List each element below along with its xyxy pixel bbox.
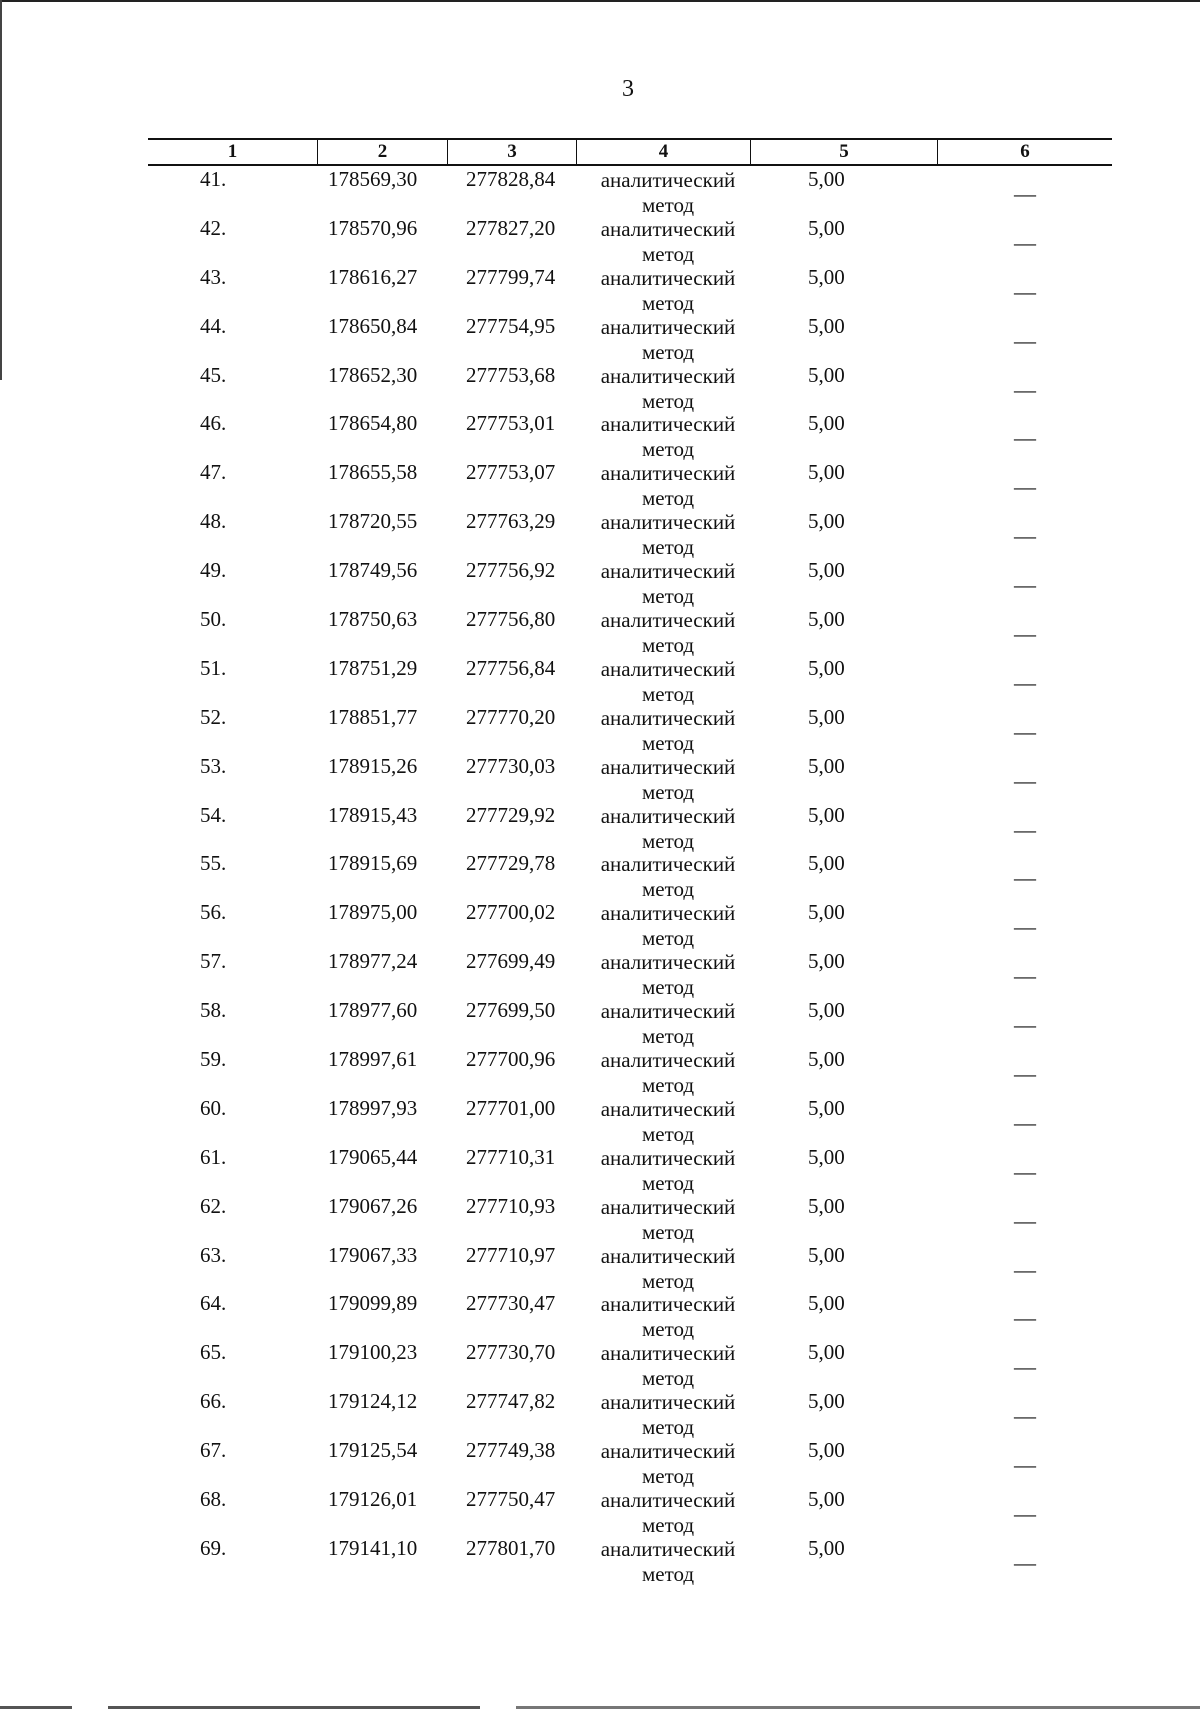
note-cell: — [1014, 865, 1036, 891]
precision-cell: 5,00 [808, 362, 845, 387]
method-line-1: аналитический [600, 363, 736, 388]
precision-cell: 5,00 [808, 607, 845, 632]
method-line-1: аналитический [600, 1439, 736, 1464]
method-line-1: аналитический [600, 1536, 736, 1561]
note-cell: — [1014, 278, 1036, 304]
point-number-cell: 51. [200, 655, 227, 680]
table-row [148, 1388, 1112, 1440]
method-line-1: аналитический [600, 1488, 736, 1513]
table-row [148, 1193, 1112, 1242]
table-row [148, 1437, 1112, 1489]
method-line-1: аналитический [600, 412, 736, 437]
x-coordinate-cell: 179125,54 [328, 1438, 418, 1463]
method-line-1: аналитический [600, 608, 736, 633]
point-number-cell: 59. [200, 1047, 227, 1072]
x-coordinate-cell: 178977,60 [328, 998, 418, 1023]
method-line-1: аналитический [600, 901, 736, 926]
x-coordinate-cell: 178915,26 [328, 753, 418, 778]
method-line-1: аналитический [600, 1341, 736, 1366]
table-row [148, 1486, 1112, 1538]
y-coordinate-cell: 277700,96 [466, 1047, 556, 1072]
point-number-cell: 61. [200, 1144, 227, 1169]
y-coordinate-cell: 277827,20 [466, 215, 556, 240]
table-row [148, 166, 1112, 215]
x-coordinate-cell: 178997,61 [328, 1047, 418, 1072]
method-line-2: метод [641, 828, 695, 853]
point-number-cell: 68. [200, 1487, 227, 1512]
precision-cell: 5,00 [808, 900, 845, 925]
method-cell [588, 1390, 748, 1440]
x-coordinate-cell: 179067,33 [328, 1242, 418, 1267]
point-number-cell: 48. [200, 509, 227, 534]
method-line-1: аналитический [600, 1145, 736, 1170]
y-coordinate-cell: 277750,47 [466, 1487, 556, 1512]
x-coordinate-cell: 178654,80 [328, 411, 418, 436]
table-row [148, 850, 1112, 902]
x-coordinate-cell: 178650,84 [328, 313, 418, 338]
method-line-2: метод [641, 877, 695, 902]
table-row [148, 1144, 1112, 1193]
point-number-cell: 41. [200, 167, 227, 191]
method-line-1: аналитический [600, 1048, 736, 1073]
method-cell [588, 266, 748, 316]
y-coordinate-cell: 277749,38 [466, 1438, 556, 1463]
table-row [148, 704, 1112, 753]
point-number-cell: 47. [200, 460, 227, 485]
point-number-cell: 46. [200, 411, 227, 436]
point-number-cell: 62. [200, 1193, 227, 1218]
point-number-cell: 64. [200, 1291, 227, 1316]
method-cell [588, 1292, 748, 1342]
method-line-2: метод [641, 1024, 695, 1049]
x-coordinate-cell: 178997,93 [328, 1095, 418, 1120]
method-line-2: метод [641, 1121, 695, 1146]
method-line-1: аналитический [600, 950, 736, 975]
x-coordinate-cell: 179124,12 [328, 1389, 418, 1414]
x-coordinate-cell: 178570,96 [328, 215, 418, 240]
method-cell [588, 901, 748, 951]
method-cell [588, 412, 748, 462]
x-coordinate-cell: 179141,10 [328, 1535, 418, 1560]
method-line-2: метод [641, 1219, 695, 1244]
method-line-1: аналитический [600, 461, 736, 486]
method-cell [588, 217, 748, 267]
point-number-cell: 55. [200, 851, 227, 876]
table-row [148, 1339, 1112, 1391]
method-cell [588, 804, 748, 854]
x-coordinate-cell: 178851,77 [328, 704, 418, 729]
method-line-1: аналитический [600, 314, 736, 339]
table-row [148, 264, 1112, 313]
method-line-2: метод [641, 241, 695, 266]
method-cell [588, 657, 748, 707]
table-row [148, 508, 1112, 560]
note-cell: — [1014, 327, 1036, 353]
x-coordinate-cell: 178749,56 [328, 558, 418, 583]
note-cell: — [1014, 425, 1036, 451]
x-coordinate-cell: 179126,01 [328, 1487, 418, 1512]
precision-cell: 5,00 [808, 460, 845, 485]
method-line-2: метод [641, 975, 695, 1000]
method-line-1: аналитический [600, 1243, 736, 1268]
x-coordinate-cell: 178720,55 [328, 509, 418, 534]
point-number-cell: 57. [200, 949, 227, 974]
y-coordinate-cell: 277828,84 [466, 167, 556, 191]
method-line-1: аналитический [600, 265, 736, 290]
method-line-2: метод [641, 437, 695, 462]
precision-cell: 5,00 [808, 998, 845, 1023]
method-line-2: метод [641, 388, 695, 413]
table-row [148, 948, 1112, 1000]
y-coordinate-cell: 277753,07 [466, 460, 556, 485]
x-coordinate-cell: 179065,44 [328, 1144, 418, 1169]
method-line-2: метод [641, 681, 695, 706]
method-line-2: метод [641, 779, 695, 804]
note-cell: — [1014, 914, 1036, 940]
method-line-2: метод [641, 1170, 695, 1195]
note-cell: — [1014, 229, 1036, 255]
table-row [148, 459, 1112, 511]
note-cell: — [1014, 767, 1036, 793]
precision-cell: 5,00 [808, 509, 845, 534]
method-line-2: метод [641, 193, 695, 217]
point-number-cell: 49. [200, 558, 227, 583]
y-coordinate-cell: 277753,68 [466, 362, 556, 387]
y-coordinate-cell: 277730,70 [466, 1340, 556, 1365]
table-body [148, 166, 1112, 1584]
precision-cell: 5,00 [808, 411, 845, 436]
method-line-2: метод [641, 1073, 695, 1098]
y-coordinate-cell: 277730,47 [466, 1291, 556, 1316]
precision-cell: 5,00 [808, 1193, 845, 1218]
method-line-2: метод [641, 1561, 695, 1586]
precision-cell: 5,00 [808, 215, 845, 240]
point-number-cell: 45. [200, 362, 227, 387]
precision-cell: 5,00 [808, 558, 845, 583]
precision-cell: 5,00 [808, 313, 845, 338]
note-cell: — [1014, 1158, 1036, 1184]
y-coordinate-cell: 277700,02 [466, 900, 556, 925]
y-coordinate-cell: 277747,82 [466, 1389, 556, 1414]
y-coordinate-cell: 277754,95 [466, 313, 556, 338]
precision-cell: 5,00 [808, 1389, 845, 1414]
y-coordinate-cell: 277763,29 [466, 509, 556, 534]
table-row [148, 313, 1112, 362]
method-line-1: аналитический [600, 754, 736, 779]
point-number-cell: 58. [200, 998, 227, 1023]
table-header-row [148, 138, 1112, 166]
note-cell: — [1014, 621, 1036, 647]
scan-edge-top [0, 0, 1200, 2]
y-coordinate-cell: 277753,01 [466, 411, 556, 436]
note-cell: — [1014, 376, 1036, 402]
y-coordinate-cell: 277710,31 [466, 1144, 556, 1169]
y-coordinate-cell: 277699,49 [466, 949, 556, 974]
y-coordinate-cell: 277770,20 [466, 704, 556, 729]
point-number-cell: 52. [200, 704, 227, 729]
table-row [148, 802, 1112, 851]
method-cell [588, 755, 748, 805]
precision-cell: 5,00 [808, 802, 845, 827]
table-row [148, 997, 1112, 1049]
method-line-2: метод [641, 1268, 695, 1293]
method-line-2: метод [641, 486, 695, 511]
note-cell: — [1014, 1256, 1036, 1282]
y-coordinate-cell: 277729,92 [466, 802, 556, 827]
precision-cell: 5,00 [808, 264, 845, 289]
method-cell [588, 1537, 748, 1587]
y-coordinate-cell: 277699,50 [466, 998, 556, 1023]
y-coordinate-cell: 277710,93 [466, 1193, 556, 1218]
method-cell [588, 852, 748, 902]
method-line-1: аналитический [600, 559, 736, 584]
column-header-3: 3 [448, 140, 577, 164]
method-line-2: метод [641, 1366, 695, 1391]
method-line-1: аналитический [600, 803, 736, 828]
method-line-2: метод [641, 1513, 695, 1538]
method-cell [588, 1097, 748, 1147]
note-cell: — [1014, 1012, 1036, 1038]
page-number: 3 [622, 76, 634, 102]
table-row [148, 655, 1112, 704]
x-coordinate-cell: 178751,29 [328, 655, 418, 680]
note-cell: — [1014, 1452, 1036, 1478]
column-header-5: 5 [751, 140, 938, 164]
method-line-1: аналитический [600, 705, 736, 730]
point-number-cell: 63. [200, 1242, 227, 1267]
method-line-1: аналитический [600, 999, 736, 1024]
x-coordinate-cell: 178977,24 [328, 949, 418, 974]
y-coordinate-cell: 277801,70 [466, 1535, 556, 1560]
method-cell [588, 461, 748, 511]
method-cell [588, 364, 748, 414]
method-cell [588, 706, 748, 756]
note-cell: — [1014, 718, 1036, 744]
method-line-2: метод [641, 339, 695, 364]
method-cell [588, 1244, 748, 1294]
method-cell [588, 1146, 748, 1196]
method-line-2: метод [641, 1464, 695, 1489]
point-number-cell: 53. [200, 753, 227, 778]
y-coordinate-cell: 277756,84 [466, 655, 556, 680]
x-coordinate-cell: 178975,00 [328, 900, 418, 925]
coordinates-table [148, 138, 1112, 1584]
method-cell [588, 950, 748, 1000]
x-coordinate-cell: 178652,30 [328, 362, 418, 387]
x-coordinate-cell: 179100,23 [328, 1340, 418, 1365]
method-cell [588, 510, 748, 560]
note-cell: — [1014, 523, 1036, 549]
precision-cell: 5,00 [808, 1291, 845, 1316]
x-coordinate-cell: 178750,63 [328, 607, 418, 632]
table-row [148, 606, 1112, 658]
note-cell: — [1014, 1207, 1036, 1233]
table-row [148, 1290, 1112, 1342]
method-line-1: аналитический [600, 656, 736, 681]
note-cell: — [1014, 1403, 1036, 1429]
note-cell: — [1014, 474, 1036, 500]
precision-cell: 5,00 [808, 167, 845, 191]
note-cell: — [1014, 1549, 1036, 1575]
point-number-cell: 44. [200, 313, 227, 338]
scan-edge-bottom [0, 1706, 1200, 1709]
table-row [148, 557, 1112, 609]
precision-cell: 5,00 [808, 704, 845, 729]
point-number-cell: 54. [200, 802, 227, 827]
precision-cell: 5,00 [808, 1487, 845, 1512]
table-row [148, 1095, 1112, 1144]
method-cell [588, 1195, 748, 1245]
point-number-cell: 66. [200, 1389, 227, 1414]
y-coordinate-cell: 277729,78 [466, 851, 556, 876]
x-coordinate-cell: 178915,69 [328, 851, 418, 876]
precision-cell: 5,00 [808, 1242, 845, 1267]
precision-cell: 5,00 [808, 1438, 845, 1463]
table-row [148, 1535, 1112, 1584]
method-line-2: метод [641, 633, 695, 658]
note-cell: — [1014, 816, 1036, 842]
method-line-2: метод [641, 926, 695, 951]
x-coordinate-cell: 179067,26 [328, 1193, 418, 1218]
method-line-1: аналитический [600, 168, 736, 192]
precision-cell: 5,00 [808, 753, 845, 778]
column-header-1: 1 [148, 140, 318, 164]
method-cell [588, 999, 748, 1049]
point-number-cell: 43. [200, 264, 227, 289]
table-row [148, 1046, 1112, 1098]
table-row [148, 215, 1112, 264]
method-line-2: метод [641, 535, 695, 560]
method-cell [588, 608, 748, 658]
table-row [148, 410, 1112, 462]
precision-cell: 5,00 [808, 1535, 845, 1560]
precision-cell: 5,00 [808, 1095, 845, 1120]
method-cell [588, 315, 748, 365]
point-number-cell: 56. [200, 900, 227, 925]
precision-cell: 5,00 [808, 1340, 845, 1365]
y-coordinate-cell: 277701,00 [466, 1095, 556, 1120]
y-coordinate-cell: 277756,92 [466, 558, 556, 583]
note-cell: — [1014, 1354, 1036, 1380]
table-row [148, 1242, 1112, 1291]
method-line-2: метод [641, 1317, 695, 1342]
point-number-cell: 67. [200, 1438, 227, 1463]
method-line-2: метод [641, 584, 695, 609]
precision-cell: 5,00 [808, 1144, 845, 1169]
method-line-1: аналитический [600, 216, 736, 241]
method-line-1: аналитический [600, 1096, 736, 1121]
x-coordinate-cell: 179099,89 [328, 1291, 418, 1316]
point-number-cell: 42. [200, 215, 227, 240]
note-cell: — [1014, 963, 1036, 989]
table-row [148, 362, 1112, 411]
precision-cell: 5,00 [808, 851, 845, 876]
method-line-1: аналитический [600, 1292, 736, 1317]
method-line-2: метод [641, 730, 695, 755]
method-cell [588, 1048, 748, 1098]
method-line-1: аналитический [600, 1194, 736, 1219]
method-cell [588, 1439, 748, 1489]
x-coordinate-cell: 178569,30 [328, 167, 418, 191]
method-cell [588, 1341, 748, 1391]
y-coordinate-cell: 277730,03 [466, 753, 556, 778]
point-number-cell: 69. [200, 1535, 227, 1560]
precision-cell: 5,00 [808, 949, 845, 974]
note-cell: — [1014, 181, 1036, 206]
precision-cell: 5,00 [808, 655, 845, 680]
column-header-4: 4 [577, 140, 751, 164]
note-cell: — [1014, 669, 1036, 695]
method-cell [588, 168, 748, 218]
table-row [148, 899, 1112, 951]
y-coordinate-cell: 277710,97 [466, 1242, 556, 1267]
column-header-6: 6 [1020, 141, 1030, 162]
note-cell: — [1014, 1501, 1036, 1527]
method-line-1: аналитический [600, 510, 736, 535]
x-coordinate-cell: 178655,58 [328, 460, 418, 485]
column-header-2: 2 [318, 140, 448, 164]
method-cell [588, 1488, 748, 1538]
x-coordinate-cell: 178915,43 [328, 802, 418, 827]
y-coordinate-cell: 277799,74 [466, 264, 556, 289]
point-number-cell: 60. [200, 1095, 227, 1120]
point-number-cell: 50. [200, 607, 227, 632]
y-coordinate-cell: 277756,80 [466, 607, 556, 632]
note-cell: — [1014, 1061, 1036, 1087]
point-number-cell: 65. [200, 1340, 227, 1365]
x-coordinate-cell: 178616,27 [328, 264, 418, 289]
method-cell [588, 559, 748, 609]
method-line-1: аналитический [600, 852, 736, 877]
note-cell: — [1014, 1109, 1036, 1135]
method-line-2: метод [641, 290, 695, 315]
method-line-1: аналитический [600, 1390, 736, 1415]
note-cell: — [1014, 1305, 1036, 1331]
scan-edge-left [0, 0, 2, 380]
table-row [148, 753, 1112, 802]
note-cell: — [1014, 572, 1036, 598]
precision-cell: 5,00 [808, 1047, 845, 1072]
method-line-2: метод [641, 1415, 695, 1440]
